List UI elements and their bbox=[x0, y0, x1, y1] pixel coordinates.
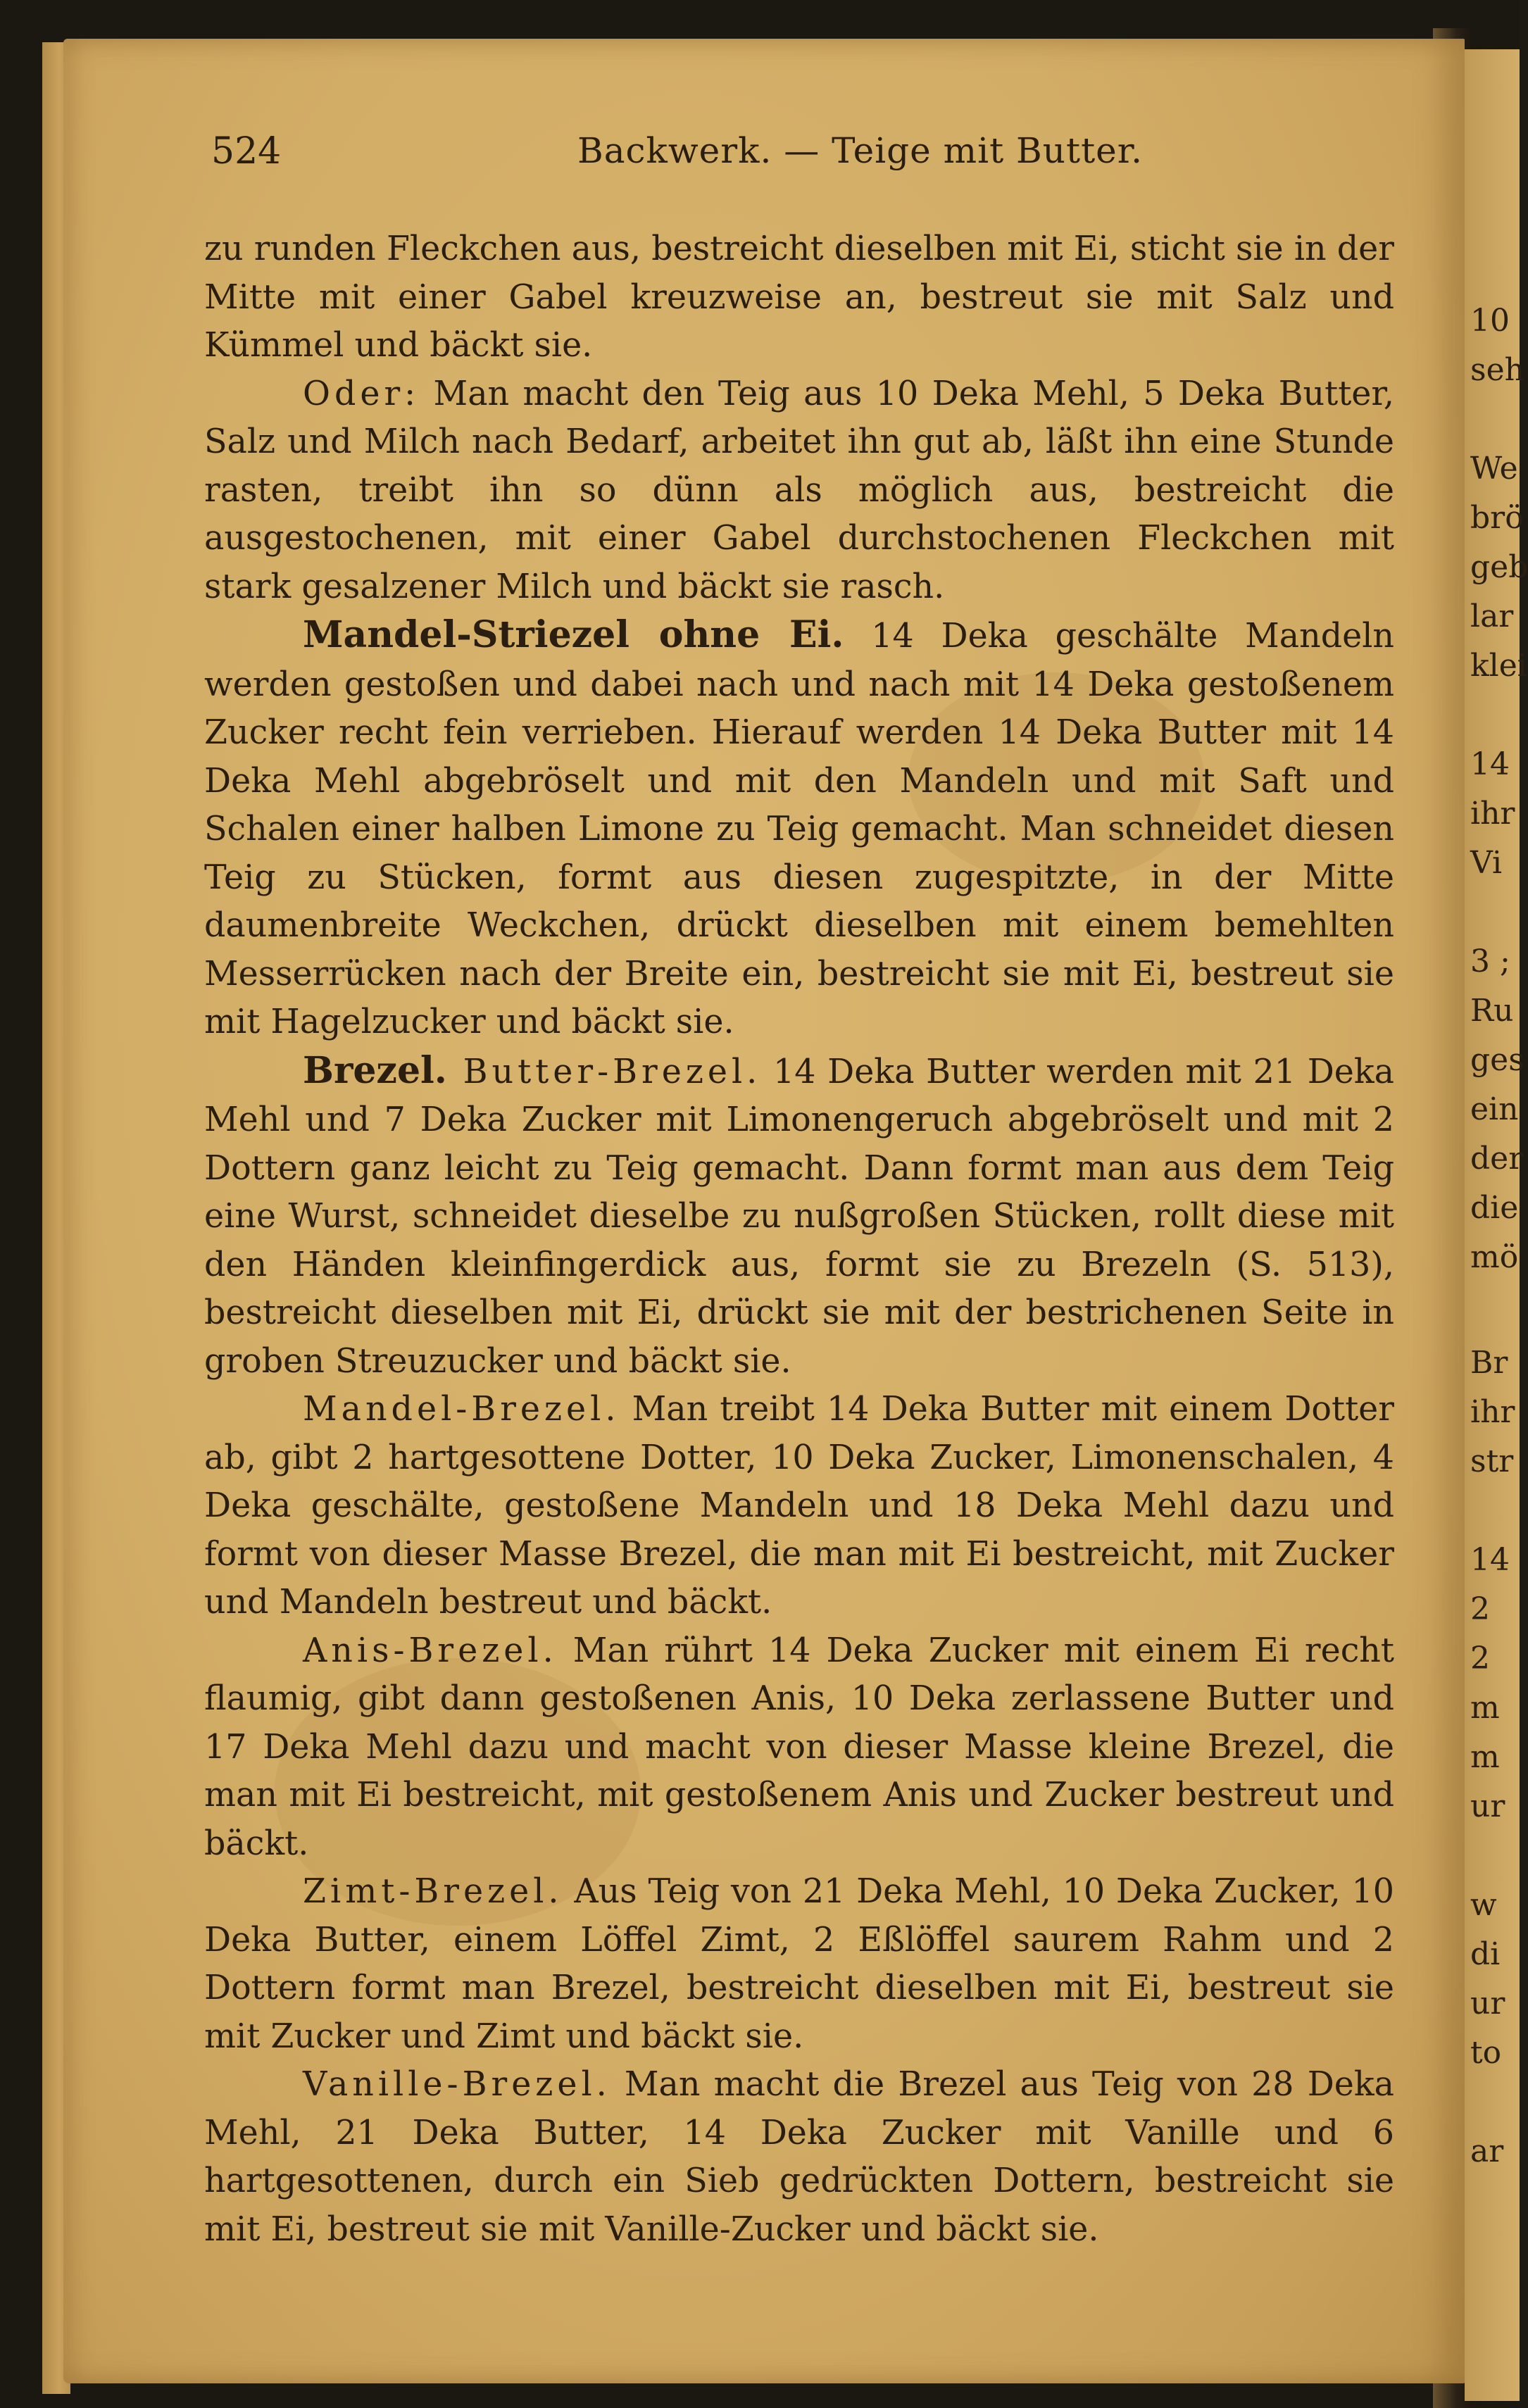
adjacent-page-fragment: mö bbox=[1470, 1239, 1519, 1275]
recipe-paragraph bbox=[204, 1047, 1394, 1386]
paragraph: zu runden Fleckchen aus, bestreicht dieselben mit Ei, sticht sie in der Mitte mit einer Gabel kreuzweise an, bestreut sie mit Salz und Kümmel und bäckt sie. bbox=[204, 230, 1394, 365]
recipe-paragraph bbox=[204, 1627, 1394, 1869]
adjacent-page-fragment: w bbox=[1470, 1887, 1497, 1923]
paragraph bbox=[204, 370, 1394, 612]
paragraph-label: Oder: bbox=[303, 374, 420, 413]
adjacent-page-fragment: ein bbox=[1470, 1091, 1519, 1127]
paragraph-text: Man treibt 14 Deka Butter mit einem Dotter ab, gibt 2 hartgesottene Dotter, 10 Deka Zucker, Limonenschalen, 4 Deka geschälte, gestoßene Mandeln und 18 Deka Mehl dazu und formt von dieser Masse Brezel, die man mit Ei bestreicht, mit Zucker und Mandeln bestreut und bäckt. bbox=[204, 1390, 1394, 1622]
adjacent-page-fragment: ur bbox=[1470, 1986, 1505, 2021]
adjacent-page-fragment: Ru bbox=[1470, 993, 1514, 1029]
adjacent-page-fragment: 3 ; bbox=[1470, 943, 1510, 979]
paragraph-text: 14 Deka Butter werden mit 21 Deka Mehl und 7 Deka Zucker mit Limonengeruch abgebröselt und mit 2 Dottern ganz leicht zu Teig gemacht. Dann formt man aus dem Teig eine Wurst, schneidet dieselbe zu nußgroßen Stücken, rollt diese mit den Händen kleinfingerdick aus, formt sie zu Brezeln (S. 513), bestreicht dieselben mit Ei, drückt sie mit der bestrichenen Seite in groben Streuzucker und bäckt sie. bbox=[204, 1052, 1394, 1381]
adjacent-page-fragment: m bbox=[1470, 1690, 1500, 1726]
recipe-paragraph bbox=[204, 2061, 1394, 2254]
page-body bbox=[204, 225, 1394, 2254]
adjacent-page-fragment: lar bbox=[1470, 598, 1514, 634]
adjacent-page-fragment: geb bbox=[1470, 549, 1528, 585]
paragraph-label: Butter-Brezel. bbox=[446, 1052, 762, 1091]
adjacent-page-fragment: 2 bbox=[1470, 1591, 1490, 1627]
page-header bbox=[211, 130, 1380, 180]
recipe-paragraph bbox=[204, 611, 1394, 1047]
recipe-heading: Mandel-Striezel ohne Ei. bbox=[303, 613, 844, 656]
paragraph-text: Aus Teig von 21 Deka Mehl, 10 Deka Zucker, 10 Deka Butter, einem Löffel Zimt, 2 Eßlöffel saurem Rahm und 2 Dottern formt man Brezel, bestreicht dieselben mit Ei, bestreut sie mit Zucker und Zimt und bäckt sie. bbox=[204, 1872, 1394, 2056]
adjacent-page-fragment: klei bbox=[1470, 648, 1527, 684]
adjacent-page-fragment: ihr bbox=[1470, 1394, 1515, 1430]
adjacent-page-fragment: der bbox=[1470, 1141, 1524, 1177]
recipe-paragraph bbox=[204, 1868, 1394, 2061]
adjacent-page-fragment: 2 bbox=[1470, 1641, 1490, 1676]
adjacent-page-fragment: seh bbox=[1470, 352, 1524, 388]
paragraph-text: Man rührt 14 Deka Zucker mit einem Ei recht flaumig, gibt dann gestoßenen Anis, 10 Deka zerlassene Butter und 17 Deka Mehl dazu und macht von dieser Masse kleine Brezel, die man mit Ei bestreicht, mit gestoßenem Anis und Zucker bestreut und bäckt. bbox=[204, 1631, 1394, 1863]
adjacent-page-fragment: di bbox=[1470, 1936, 1501, 1972]
adjacent-page-fragment: die bbox=[1470, 1190, 1519, 1226]
adjacent-page-fragment: m bbox=[1470, 1739, 1500, 1775]
adjacent-page-strip bbox=[1465, 49, 1528, 2401]
adjacent-page-fragment: str bbox=[1470, 1443, 1514, 1479]
paragraph-text: Man macht die Brezel aus Teig von 28 Deka Mehl, 21 Deka Butter, 14 Deka Zucker mit Vanille und 6 hartgesottenen, durch ein Sieb gedrückten Dottern, bestreicht sie mit Ei, bestreut sie mit Vanille-Zucker und bäckt sie. bbox=[204, 2065, 1394, 2249]
paragraph-label: Zimt-Brezel. bbox=[303, 1872, 563, 1911]
adjacent-page-fragment: We bbox=[1470, 451, 1518, 487]
paragraph-label: Mandel-Brezel. bbox=[303, 1390, 620, 1429]
adjacent-page-fragment: ges bbox=[1470, 1042, 1524, 1078]
recipe-heading: Brezel. bbox=[303, 1048, 447, 1092]
recipe-paragraph bbox=[204, 1386, 1394, 1627]
page-number: 524 bbox=[211, 130, 282, 173]
adjacent-page-fragment: to bbox=[1470, 2035, 1502, 2071]
adjacent-page-fragment: ar bbox=[1470, 2133, 1504, 2169]
adjacent-page-fragment: ur bbox=[1470, 1788, 1505, 1824]
adjacent-page-fragment: 14 bbox=[1470, 1542, 1510, 1578]
adjacent-page-fragment: Br bbox=[1470, 1345, 1508, 1381]
adjacent-page-fragment: brö bbox=[1470, 500, 1524, 536]
adjacent-page-fragment: 10 bbox=[1470, 303, 1510, 339]
paragraph-label: Vanille-Brezel. bbox=[303, 2065, 611, 2104]
adjacent-page-fragment: Vi bbox=[1470, 845, 1503, 881]
paragraph-label: Anis-Brezel. bbox=[303, 1631, 558, 1670]
paragraph-text: Man macht den Teig aus 10 Deka Mehl, 5 Deka Butter, Salz und Milch nach Bedarf, arbeitet ihn gut ab, läßt ihn eine Stunde rasten, treibt ihn so dünn als möglich aus, bestreicht die ausgestochenen, mit einer Gabel durchstochenen Fleckchen mit stark gesalzener Milch und bäckt sie rasch. bbox=[204, 374, 1394, 606]
adjacent-page-fragment: ihr bbox=[1470, 796, 1515, 832]
adjacent-page-fragment: 14 bbox=[1470, 746, 1510, 782]
running-head: Backwerk. — Teige mit Butter. bbox=[577, 130, 1144, 171]
paragraph-text: 14 Deka geschälte Mandeln werden gestoßen und dabei nach und nach mit 14 Deka gestoßenem Zucker recht fein verrieben. Hierauf werden 14 Deka Butter mit 14 Deka Mehl abgebröselt und mit den Mandeln und mit Saft und Schalen einer halben Limone zu Teig gemacht. Man schneidet diesen Teig zu Stücken, formt aus diesen zugespitzte, in der Mitte daumenbreite Weckchen, drückt dieselben mit einem bemehlten Messerrücken nach der Breite ein, bestreicht sie mit Ei, bestreut sie mit Hagelzucker und bäckt sie. bbox=[204, 617, 1394, 1041]
